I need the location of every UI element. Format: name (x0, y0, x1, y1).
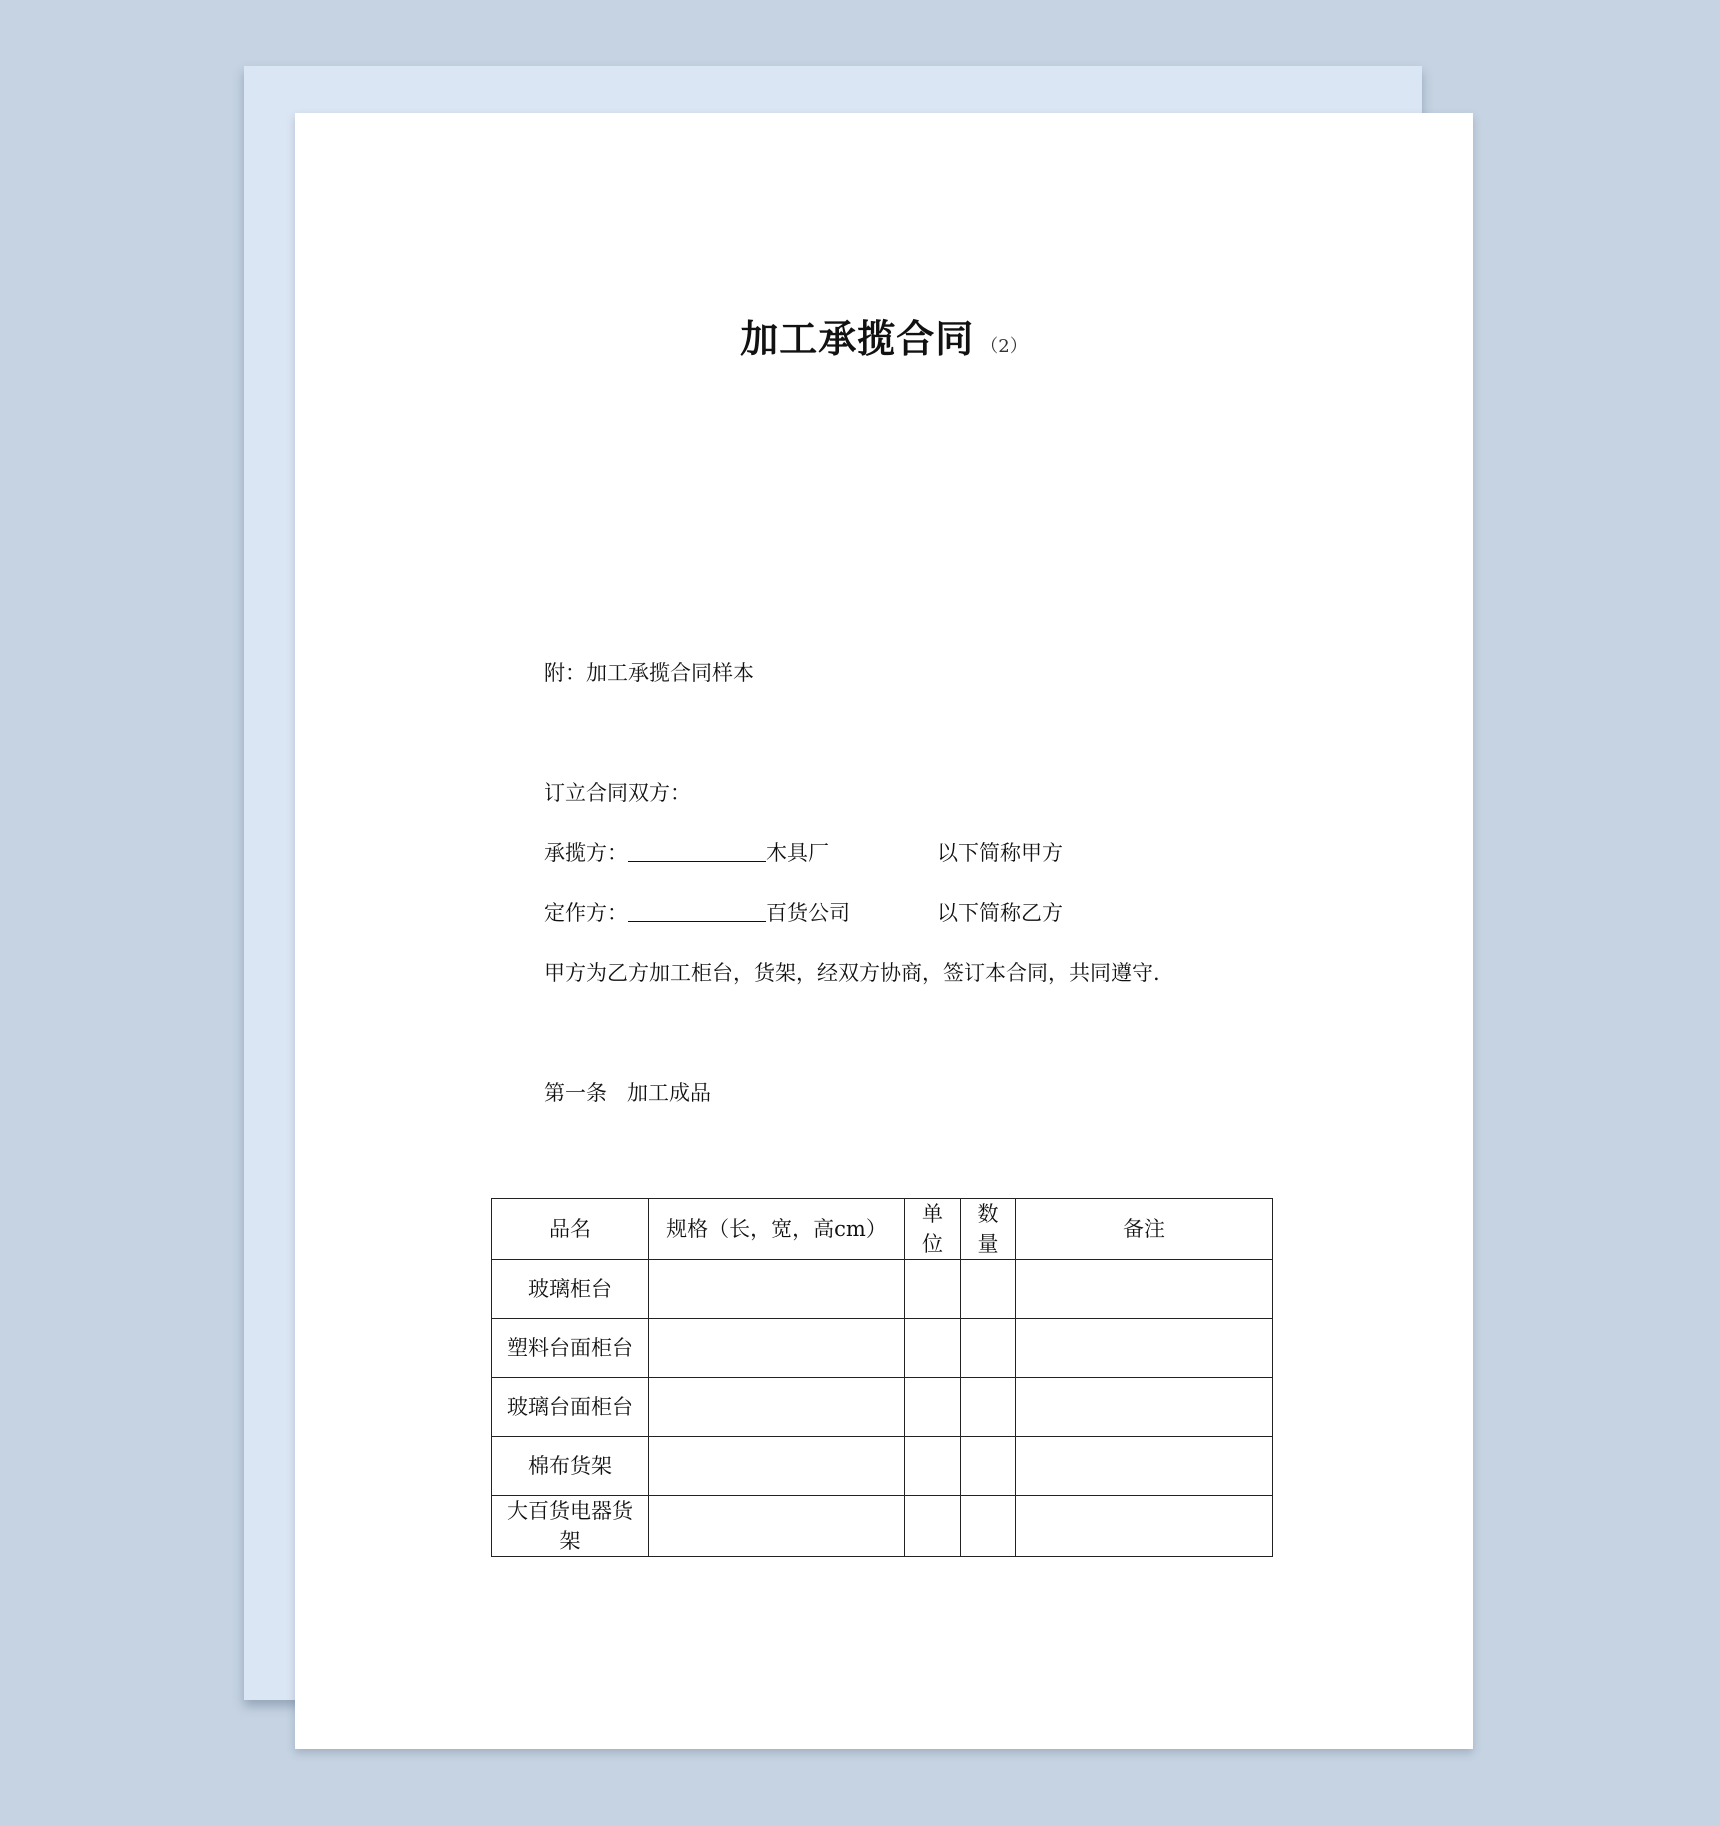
contractor-label: 承揽方： (544, 841, 628, 865)
unit-cell (905, 1260, 961, 1319)
remarks-cell (1016, 1319, 1273, 1378)
title-suffix: （2） (980, 336, 1028, 357)
contractor-name: 木具厂 (766, 841, 829, 865)
contractor-line (544, 838, 1063, 868)
contractor-alias: 以下简称甲方 (937, 841, 1063, 865)
remarks-cell (1016, 1378, 1273, 1437)
header-product-name: 品名 (492, 1199, 649, 1260)
attachment-line: 附：加工承揽合同样本 (544, 661, 754, 685)
table-row (492, 1496, 1273, 1557)
customer-name: 百货公司 (766, 901, 850, 925)
remarks-cell (1016, 1437, 1273, 1496)
unit-cell (905, 1496, 961, 1557)
remarks-cell (1016, 1260, 1273, 1319)
article-1-heading (544, 1078, 711, 1108)
table-header-row (492, 1199, 1273, 1260)
unit-cell (905, 1319, 961, 1378)
unit-cell (905, 1437, 961, 1496)
customer-alias: 以下简称乙方 (937, 901, 1063, 925)
remarks-cell (1016, 1496, 1273, 1557)
table-row (492, 1260, 1273, 1319)
quantity-cell (961, 1378, 1016, 1437)
customer-line (544, 898, 1063, 928)
document-page (295, 113, 1473, 1749)
article-title: 加工成品 (627, 1081, 711, 1105)
customer-label: 定作方： (544, 901, 628, 925)
table-row (492, 1437, 1273, 1496)
title-text: 加工承揽合同 (740, 317, 975, 361)
quantity-cell (961, 1437, 1016, 1496)
header-remarks: 备注 (1016, 1199, 1273, 1260)
product-name-cell: 大百货电器货架 (492, 1496, 649, 1557)
table-row (492, 1319, 1273, 1378)
quantity-cell (961, 1496, 1016, 1557)
quantity-cell (961, 1260, 1016, 1319)
contractor-blank (628, 839, 766, 862)
product-name-cell: 玻璃台面柜台 (492, 1378, 649, 1437)
header-spec: 规格（长，宽，高cm） (649, 1199, 905, 1260)
spec-cell (649, 1378, 905, 1437)
spec-cell (649, 1260, 905, 1319)
document-title (295, 308, 1473, 363)
header-quantity: 数量 (961, 1199, 1016, 1260)
quantity-cell (961, 1319, 1016, 1378)
intro-paragraph: 甲方为乙方加工柜台，货架，经双方协商，签订本合同，共同遵守. (544, 961, 1160, 985)
customer-blank (628, 899, 766, 922)
products-table (491, 1198, 1273, 1557)
spec-cell (649, 1319, 905, 1378)
article-number: 第一条 (544, 1081, 607, 1105)
product-name-cell: 塑料台面柜台 (492, 1319, 649, 1378)
spec-cell (649, 1437, 905, 1496)
header-unit: 单位 (905, 1199, 961, 1260)
table-row (492, 1378, 1273, 1437)
parties-heading: 订立合同双方： (544, 781, 691, 805)
spec-cell (649, 1496, 905, 1557)
product-name-cell: 棉布货架 (492, 1437, 649, 1496)
unit-cell (905, 1378, 961, 1437)
product-name-cell: 玻璃柜台 (492, 1260, 649, 1319)
